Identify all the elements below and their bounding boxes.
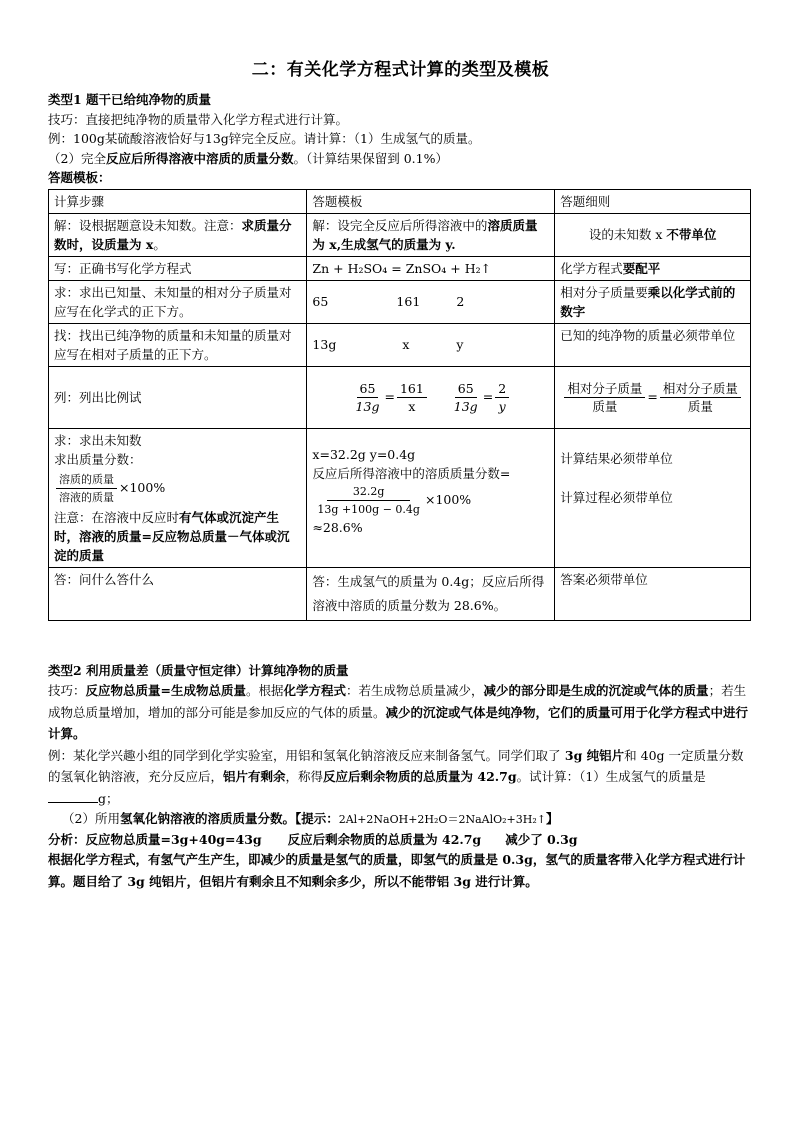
text-line: 反应后所得溶液中的溶质质量分数= bbox=[312, 465, 511, 481]
text-span: 减少了 0.3g bbox=[505, 831, 578, 847]
numerator: 溶质的质量 bbox=[56, 471, 117, 489]
text-span: 化学方程式 bbox=[560, 260, 623, 276]
row4-template bbox=[307, 323, 555, 366]
row6-template bbox=[307, 428, 555, 567]
row2-rule bbox=[555, 256, 751, 280]
document-page bbox=[48, 55, 753, 892]
text-span: 反应后剩余物质的总质量为 42.7g bbox=[287, 831, 482, 847]
text-span: 和 40g 一定质量分数的氢氧化钠溶液，充分反应后， bbox=[48, 747, 744, 784]
text-line: 求：求出未知数 bbox=[54, 432, 142, 448]
numerator: 相对分子质量 bbox=[660, 380, 741, 398]
fraction bbox=[314, 483, 423, 518]
fraction bbox=[397, 380, 427, 415]
row2-template: Zn + H₂SO₄ = ZnSO₄ + H₂↑ bbox=[307, 256, 555, 280]
fraction-line bbox=[54, 471, 301, 506]
type2-section bbox=[48, 661, 753, 893]
bold-span: 溶质质量为 x,生成氢气的质量为 y. bbox=[312, 217, 538, 252]
denominator: 13g bbox=[453, 398, 478, 414]
row7-step: 答：问什么答什么 bbox=[49, 567, 307, 620]
denominator: 溶液的质量 bbox=[59, 490, 114, 504]
text-span: 技巧： bbox=[48, 683, 86, 698]
text-span: （2）完全 bbox=[48, 150, 106, 166]
row4-rule: 已知的纯净物的质量必须带单位 bbox=[555, 323, 751, 366]
bold-span: 铝片有剩余 bbox=[223, 769, 286, 784]
type1-example-1: 例：100g某硫酸溶液恰好与13g锌完全反应。请计算：（1）生成氢气的质量。 bbox=[48, 131, 481, 146]
mass-value: 2 bbox=[456, 294, 465, 309]
mass-value: 161 bbox=[396, 294, 421, 309]
row5-rule bbox=[555, 366, 751, 428]
note-text bbox=[54, 508, 301, 565]
row1-step bbox=[49, 213, 307, 256]
template-label: 答题模板： bbox=[48, 170, 111, 185]
bold-span: 不带单位 bbox=[666, 227, 717, 242]
bold-span: 减少的部分即是生成的沉淀或气体的质量 bbox=[483, 683, 709, 698]
fraction bbox=[495, 380, 509, 415]
table-row bbox=[49, 567, 751, 620]
bold-span: 有气体或沉淀产生时，溶液的质量=反应物总质量－气体或沉淀的质量 bbox=[54, 509, 290, 563]
bold-span: 】 bbox=[545, 811, 559, 826]
type1-heading: 类型1 题干已给纯净物的质量 bbox=[48, 92, 212, 107]
denominator: 13g +100g − 0.4g bbox=[317, 502, 420, 516]
type2-question-2 bbox=[48, 809, 753, 830]
type2-analysis-2: 根据化学方程式，有氢气产生产生，即减少的质量是氢气的质量，即氢气的质量是 0.3g，氢气的质量客带入化学方程式进行计算。题目给了 3g 纯铝片，但铝片有剩余且不知剩余多少，所以不能带铝 3g 进行计算。 bbox=[48, 852, 746, 889]
numerator: 32.2g bbox=[327, 483, 411, 501]
row6-step bbox=[49, 428, 307, 567]
denominator: y bbox=[498, 398, 506, 414]
text-span: 。（计算结果保留到 0.1%） bbox=[293, 150, 448, 166]
row1-rule bbox=[555, 213, 751, 256]
equation: 2Al+2NaOH+2H₂O＝2NaAlO₂+3H₂↑ bbox=[338, 813, 546, 826]
bold-span: 要配平 bbox=[622, 260, 661, 276]
row2-step: 写：正确书写化学方程式 bbox=[49, 256, 307, 280]
fraction bbox=[353, 380, 383, 415]
row3-template bbox=[307, 280, 555, 323]
mass-value: x bbox=[402, 337, 410, 352]
numerator: 相对分子质量 bbox=[564, 380, 645, 398]
text-span: 设的未知数 x bbox=[588, 227, 667, 242]
denominator: 质量 bbox=[592, 398, 618, 414]
fraction bbox=[451, 380, 481, 415]
numerator: 161 bbox=[397, 380, 427, 398]
bold-span: 减少的沉淀或气体是纯净物，它们的质量可用于化学方程式中进行计算。 bbox=[48, 704, 749, 741]
text-span: g； bbox=[98, 790, 119, 806]
text-span: （2）所用 bbox=[62, 811, 120, 826]
table-row bbox=[49, 213, 751, 256]
text-span: ：若生成物总质量减少， bbox=[346, 683, 484, 698]
fraction bbox=[564, 380, 645, 415]
row5-step: 列：列出比例试 bbox=[49, 366, 307, 428]
text-span: ；若生成物总质量增加，增加的部分可能是参加反应的气体的质量。 bbox=[48, 683, 747, 720]
text-line: ≈28.6% bbox=[312, 519, 363, 535]
row5-template bbox=[307, 366, 555, 428]
header-steps: 计算步骤 bbox=[49, 189, 307, 213]
text-line: 求出质量分数： bbox=[54, 451, 142, 467]
type1-tip: 技巧：直接把纯净物的质量带入化学方程式进行计算。 bbox=[48, 111, 349, 127]
answer-template-table bbox=[48, 189, 751, 621]
row1-template bbox=[307, 213, 555, 256]
type2-tip bbox=[48, 680, 753, 745]
header-rules: 答题细则 bbox=[555, 189, 751, 213]
row6-rule bbox=[555, 428, 751, 567]
row3-step: 求：求出已知量、未知量的相对分子质量对应写在化学式的正下方。 bbox=[49, 280, 307, 323]
table-header-row bbox=[49, 189, 751, 213]
mass-value: 13g bbox=[312, 337, 337, 352]
equals: = bbox=[384, 388, 395, 404]
equals: = bbox=[482, 388, 494, 404]
row7-rule: 答案必须带单位 bbox=[555, 567, 751, 620]
text-span: 。根据 bbox=[246, 683, 284, 698]
text-span: 。 bbox=[153, 236, 166, 252]
percent: ×100% bbox=[119, 479, 166, 495]
answer-blank bbox=[48, 790, 98, 803]
page-title: 二：有关化学方程式计算的类型及模板 bbox=[251, 60, 550, 80]
bold-span: 氢氧化钠溶液的溶质质量分数 bbox=[119, 811, 283, 826]
fraction-line bbox=[312, 483, 549, 518]
bold-span: 乘以化学式前的数字 bbox=[560, 284, 736, 319]
bold-span: 反应后剩余物质的总质量为 42.7g bbox=[323, 769, 517, 784]
row3-rule bbox=[555, 280, 751, 323]
fraction bbox=[660, 380, 741, 415]
numerator: 65 bbox=[357, 380, 379, 398]
type2-analysis-1 bbox=[48, 830, 753, 850]
bold-span: 化学方程式 bbox=[283, 683, 347, 698]
equals: = bbox=[647, 388, 658, 404]
bold-span: 反应后所得溶液中溶质的质量分数 bbox=[105, 150, 294, 166]
row4-step: 找：找出已纯净物的质量和未知量的质量对应写在相对子质量的正下方。 bbox=[49, 323, 307, 366]
row7-template: 答：生成氢气的质量为 0.4g；反应后所得溶液中溶质的质量分数为 28.6%。 bbox=[307, 567, 555, 620]
table-row bbox=[49, 428, 751, 567]
type2-heading: 类型2 利用质量差（质量守恒定律）计算纯净物的质量 bbox=[48, 662, 349, 678]
text-span: 。试计算：（1）生成氢气的质量是 bbox=[516, 769, 706, 784]
table-row bbox=[49, 280, 751, 323]
numerator: 2 bbox=[495, 380, 509, 398]
table-row bbox=[49, 366, 751, 428]
denominator: 13g bbox=[355, 398, 380, 414]
bold-span: 求质量分数时，设质量为 x bbox=[54, 217, 292, 252]
percent: ×100% bbox=[424, 491, 472, 507]
text-line: 计算过程必须带单位 bbox=[560, 489, 673, 505]
mass-value: y bbox=[456, 337, 464, 352]
bold-span: 反应物总质量=生成物总质量 bbox=[85, 683, 246, 698]
type1-example-2 bbox=[48, 149, 753, 169]
text-span: 相对分子质量要 bbox=[560, 284, 648, 300]
text-span: ，称得 bbox=[285, 769, 324, 784]
denominator: x bbox=[408, 398, 416, 414]
type2-example bbox=[48, 745, 753, 810]
text-span: 例：某化学兴趣小组的同学到化学实验室，用铝和氢氧化钠溶液反应来制备氢气。同学们取了 bbox=[48, 747, 561, 763]
text-span: 分析：反应物总质量=3g+40g=43g bbox=[48, 831, 262, 847]
text-span: 解：设根据题意设未知数。注意： bbox=[54, 217, 242, 233]
bold-span: 。【提示： bbox=[282, 811, 339, 826]
denominator: 质量 bbox=[687, 398, 713, 414]
bold-span: 3g 纯铝片 bbox=[560, 747, 625, 763]
fraction bbox=[56, 471, 117, 506]
table-row bbox=[49, 323, 751, 366]
mass-value: 65 bbox=[312, 294, 329, 309]
text-span: 解：设完全反应后所得溶液中的 bbox=[312, 217, 488, 233]
table-row bbox=[49, 256, 751, 280]
numerator: 65 bbox=[455, 380, 477, 398]
header-template: 答题模板 bbox=[307, 189, 555, 213]
text-line: 计算结果必须带单位 bbox=[560, 450, 673, 466]
text-line: x=32.2g y=0.4g bbox=[312, 446, 416, 462]
text-span: 注意：在溶液中反应时 bbox=[54, 509, 180, 525]
